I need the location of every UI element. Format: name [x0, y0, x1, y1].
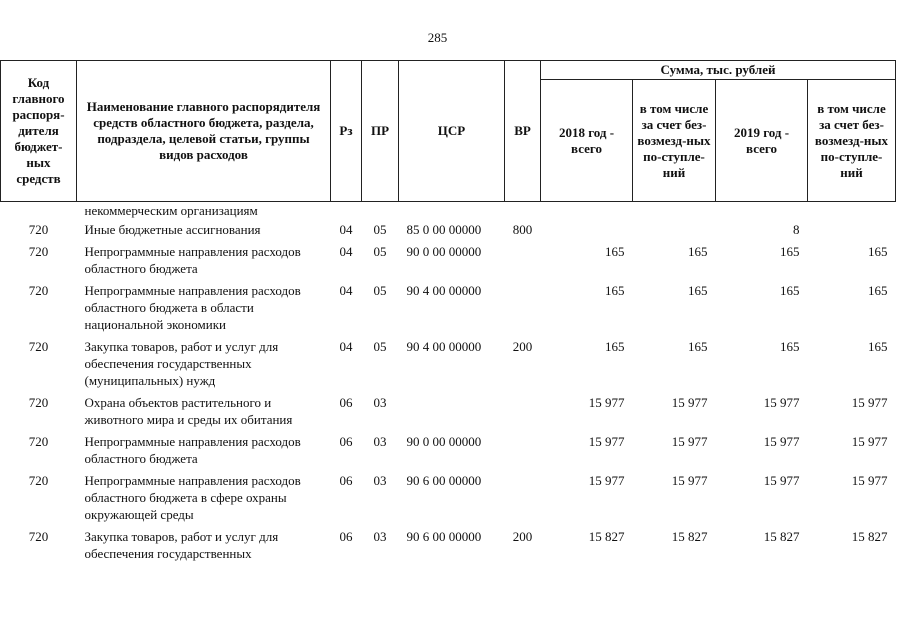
row-pr: 03 — [373, 529, 387, 544]
row-pr: 05 — [373, 283, 387, 298]
header-2018-total: 2018 год - всего — [541, 80, 633, 202]
row-2019-total: 8 — [793, 222, 800, 237]
row-2019-grants: 165 — [868, 339, 888, 354]
row-2018-grants: 165 — [688, 244, 708, 259]
row-2018-grants: 165 — [688, 339, 708, 354]
table-row — [1, 243, 896, 282]
row-code: 720 — [28, 339, 49, 354]
row-vr: 200 — [512, 529, 533, 544]
row-2019-total: 15 977 — [763, 473, 800, 488]
row-code: 720 — [28, 434, 49, 449]
row-csr: 90 6 00 00000 — [406, 473, 482, 488]
row-2019-grants: 165 — [868, 283, 888, 298]
row-vr — [505, 433, 541, 472]
row-vr: 800 — [512, 222, 533, 237]
row-csr: 90 0 00 00000 — [406, 244, 482, 259]
row-2018-grants — [633, 221, 716, 243]
row-csr: 85 0 00 00000 — [406, 222, 482, 237]
row-2019-grants: 15 977 — [851, 434, 888, 449]
row-name: Непрограммные направления расходов областного бюджета — [84, 434, 301, 466]
header-2018-grants: в том числе за счет без-возмезд-ных по-ступле-ний — [633, 80, 716, 202]
row-code: 720 — [28, 395, 49, 410]
table-row — [1, 472, 896, 528]
row-2018-total: 15 827 — [588, 529, 625, 544]
header-vr: ВР — [505, 61, 541, 202]
row-2019-total: 15 827 — [763, 529, 800, 544]
row-vr — [505, 282, 541, 338]
header-name: Наименование главного распорядителя средств областного бюджета, раздела, подраздела, целевой статьи, группы видов расходов — [77, 61, 331, 202]
row-2018-total: 165 — [605, 244, 625, 259]
row-name: Закупка товаров, работ и услуг для обеспечения государственных (муниципальных) нужд — [84, 339, 279, 388]
row-2018-grants: 15 977 — [671, 395, 708, 410]
table-row — [1, 282, 896, 338]
row-rz: 04 — [339, 339, 353, 354]
row-pr: 03 — [373, 395, 387, 410]
row-vr — [505, 243, 541, 282]
row-2018-total — [541, 221, 633, 243]
row-name: Непрограммные направления расходов областного бюджета в сфере охраны окружающей среды — [84, 473, 301, 522]
row-csr: 90 4 00 00000 — [406, 339, 482, 354]
row-2019-total: 165 — [780, 339, 800, 354]
row-code: 720 — [28, 244, 49, 259]
table-row — [1, 528, 896, 567]
row-vr — [505, 394, 541, 433]
row-2018-total: 15 977 — [588, 473, 625, 488]
row-csr — [399, 394, 505, 433]
row-2018-total: 165 — [605, 283, 625, 298]
row-name: Непрограммные направления расходов областного бюджета — [84, 244, 301, 276]
page-number: 285 — [427, 30, 448, 45]
row-2019-grants: 15 977 — [851, 395, 888, 410]
row-name: Закупка товаров, работ и услуг для обеспечения государственных — [84, 529, 279, 561]
row-2018-grants: 15 977 — [671, 434, 708, 449]
row-2018-grants: 165 — [688, 283, 708, 298]
row-rz: 06 — [339, 395, 353, 410]
row-2019-total: 165 — [780, 283, 800, 298]
continuation-text: некоммерческим организациям — [84, 203, 258, 218]
budget-table — [0, 60, 896, 567]
row-2018-total: 15 977 — [588, 434, 625, 449]
row-2019-grants: 15 827 — [851, 529, 888, 544]
header-csr: ЦСР — [399, 61, 505, 202]
row-csr: 90 4 00 00000 — [406, 283, 482, 298]
row-csr: 90 0 00 00000 — [406, 434, 482, 449]
table-row — [1, 433, 896, 472]
table-row — [1, 394, 896, 433]
row-vr — [505, 472, 541, 528]
row-2019-grants: 165 — [868, 244, 888, 259]
row-rz: 06 — [339, 473, 353, 488]
row-csr: 90 6 00 00000 — [406, 529, 482, 544]
row-name: Иные бюджетные ассигнования — [84, 222, 261, 237]
row-2019-grants: 15 977 — [851, 473, 888, 488]
row-pr: 05 — [373, 244, 387, 259]
row-name: Охрана объектов растительного и животного мира и среды их обитания — [84, 395, 293, 427]
row-code: 720 — [28, 283, 49, 298]
continuation-row — [1, 202, 896, 222]
header-rz: Рз — [331, 61, 362, 202]
row-name: Непрограммные направления расходов областного бюджета в области национальной экономики — [84, 283, 301, 332]
row-pr: 03 — [373, 434, 387, 449]
row-pr: 05 — [373, 222, 387, 237]
header-sum-group: Сумма, тыс. рублей — [541, 61, 896, 80]
header-2019-total: 2019 год - всего — [716, 80, 808, 202]
table-row — [1, 338, 896, 394]
row-2018-total: 165 — [605, 339, 625, 354]
row-vr: 200 — [512, 339, 533, 354]
row-pr: 05 — [373, 339, 387, 354]
row-rz: 06 — [339, 529, 353, 544]
row-2018-grants: 15 977 — [671, 473, 708, 488]
row-2019-total: 165 — [780, 244, 800, 259]
header-code: Код главного распоря-дителя бюджет-ных средств — [1, 61, 77, 202]
row-pr: 03 — [373, 473, 387, 488]
table-row — [1, 221, 896, 243]
table-body — [1, 202, 896, 568]
row-rz: 04 — [339, 222, 353, 237]
row-2019-total: 15 977 — [763, 395, 800, 410]
row-rz: 04 — [339, 244, 353, 259]
row-code: 720 — [28, 222, 49, 237]
row-code: 720 — [28, 529, 49, 544]
row-2019-grants — [808, 221, 896, 243]
row-rz: 04 — [339, 283, 353, 298]
row-rz: 06 — [339, 434, 353, 449]
row-2018-grants: 15 827 — [671, 529, 708, 544]
header-pr: ПР — [362, 61, 399, 202]
row-2019-total: 15 977 — [763, 434, 800, 449]
table-header — [1, 61, 896, 202]
row-code: 720 — [28, 473, 49, 488]
header-2019-grants: в том числе за счет без-возмезд-ных по-ступле-ний — [808, 80, 896, 202]
row-2018-total: 15 977 — [588, 395, 625, 410]
